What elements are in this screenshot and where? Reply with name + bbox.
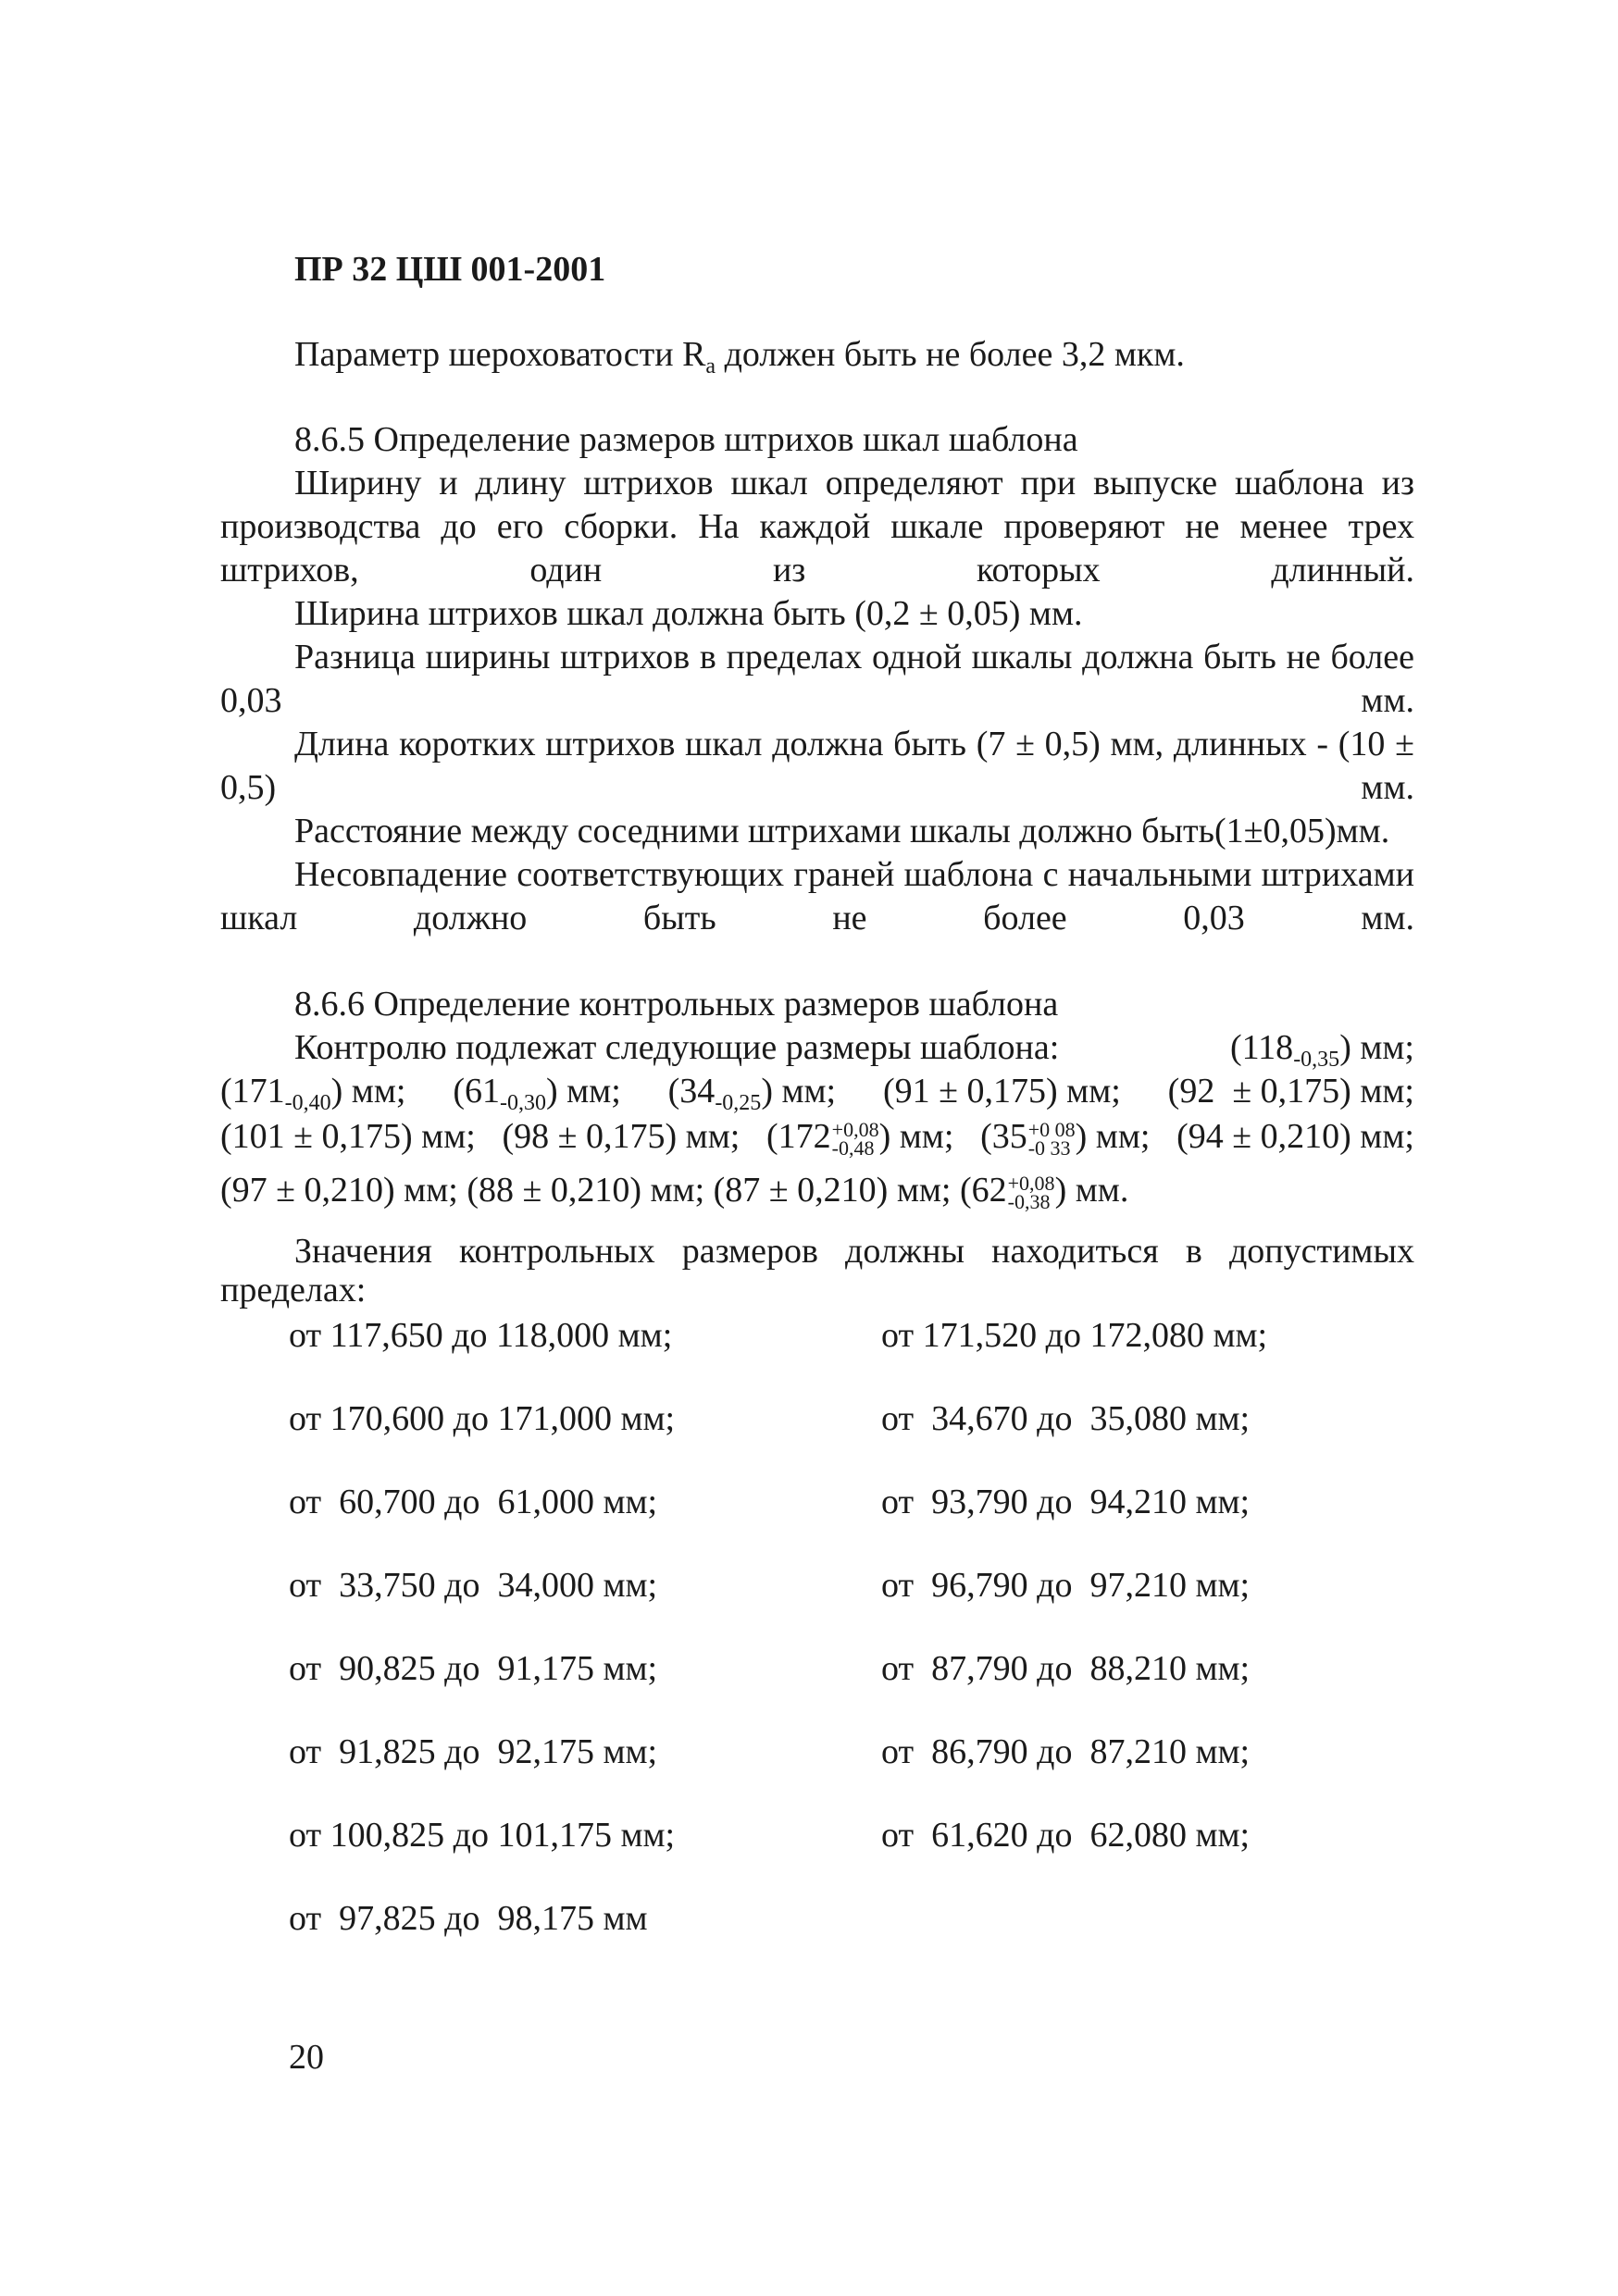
dimension-97: (97 ± 0,210) мм; xyxy=(220,1171,458,1210)
roughness-subscript: a xyxy=(705,354,716,379)
range-right-1: от 171,520 до 172,080 мм; xyxy=(881,1316,1268,1355)
range-left-3: от 60,700 до 61,000 мм; xyxy=(289,1483,658,1521)
dimension-91: (91 ± 0,175) мм; xyxy=(882,1072,1121,1111)
section-865-paragraph-4: Длина коротких штрихов шкал должна быть (7 ± 0,5) мм, длинных - (10 ± 0,5) мм. xyxy=(220,725,1414,807)
section-865-paragraph-6: Несовпадение соответствующих граней шаблона с начальными штрихами шкал должно быть не более 0,03 мм. xyxy=(220,855,1414,937)
dimension-101: (101 ± 0,175) мм; xyxy=(220,1117,476,1156)
dimensions-line-1 xyxy=(220,1026,1414,1070)
roughness-text-end: должен быть не более 3,2 мкм. xyxy=(716,335,1185,374)
range-right-4: от 96,790 до 97,210 мм; xyxy=(881,1566,1251,1605)
range-left-5: от 90,825 до 91,175 мм; xyxy=(289,1649,658,1688)
range-left-7: от 100,825 до 101,175 мм; xyxy=(289,1816,676,1855)
section-866-title: 8.6.6 Определение контрольных размеров шаблона xyxy=(294,985,1059,1024)
roughness-text: Параметр шероховатости R xyxy=(294,335,706,374)
dimensions-intro: Контролю подлежат следующие размеры шаблона: xyxy=(294,1028,1060,1067)
range-right-5: от 87,790 до 88,210 мм; xyxy=(881,1649,1251,1688)
page-number: 20 xyxy=(289,2038,324,2077)
dimension-62: (62 +0,08 -0,38 ) мм. xyxy=(959,1171,1129,1214)
dimension-98: (98 ± 0,175) мм; xyxy=(502,1117,741,1156)
section-865-paragraph-5: Расстояние между соседними штрихами шкалы должно быть(1±0,05)мм. xyxy=(294,812,1390,850)
roughness-paragraph xyxy=(294,333,1488,377)
dimension-118: $(118_{-0,35})$ мм; xyxy=(1229,1028,1414,1072)
range-left-1: от 117,650 до 118,000 мм; xyxy=(289,1316,673,1355)
document-code-header: ПР 32 ЦШ 001-2001 xyxy=(294,250,606,289)
section-865-paragraph-1: Ширину и длину штрихов шкал определяют при выпуске шаблона из производства до его сборки. На каждой шкале проверяют не менее трех штрихов, один из которых длинный. xyxy=(220,464,1414,590)
dimension-35: (35 +0 08 -0 33 ) мм; xyxy=(980,1117,1151,1160)
dimensions-line-4 xyxy=(220,1169,1128,1212)
dimension-87: (87 ± 0,210) мм; xyxy=(713,1171,952,1210)
dimension-171: $(171_{-0,40})$ мм; xyxy=(220,1072,406,1115)
section-865-paragraph-3: Разница ширины штрихов в пределах одной шкалы должна быть не более 0,03 мм. xyxy=(220,638,1414,720)
dimension-88: (88 ± 0,210) мм; xyxy=(467,1171,705,1210)
dimension-61: $(61_{-0,30})$ мм; xyxy=(453,1072,621,1115)
dimensions-line-2 xyxy=(220,1070,1414,1113)
range-right-6: от 86,790 до 87,210 мм; xyxy=(881,1732,1251,1771)
range-right-7: от 61,620 до 62,080 мм; xyxy=(881,1816,1251,1855)
range-right-2: от 34,670 до 35,080 мм; xyxy=(881,1399,1251,1438)
values-intro-paragraph: Значения контрольных размеров должны находиться в допустимых пределах: xyxy=(220,1232,1414,1309)
range-left-2: от 170,600 до 171,000 мм; xyxy=(289,1399,676,1438)
dimension-172: (172 +0,08 -0,48 ) мм; xyxy=(766,1117,954,1160)
section-865-paragraph-2: Ширина штрихов шкал должна быть (0,2 ± 0,05) мм. xyxy=(294,594,1083,633)
dimensions-line-3 xyxy=(220,1115,1414,1159)
section-865-title: 8.6.5 Определение размеров штрихов шкал шаблона xyxy=(294,420,1078,459)
range-left-6: от 91,825 до 92,175 мм; xyxy=(289,1732,658,1771)
dimension-94: (94 ± 0,210) мм; xyxy=(1176,1117,1414,1156)
range-right-3: от 93,790 до 94,210 мм; xyxy=(881,1483,1251,1521)
range-left-4: от 33,750 до 34,000 мм; xyxy=(289,1566,658,1605)
dimension-34: $(34_{-0,25})$ мм; xyxy=(667,1072,837,1115)
range-left-8: от 97,825 до 98,175 мм xyxy=(289,1899,648,1938)
dimension-92: (92 ± 0,175) мм; xyxy=(1167,1072,1414,1111)
